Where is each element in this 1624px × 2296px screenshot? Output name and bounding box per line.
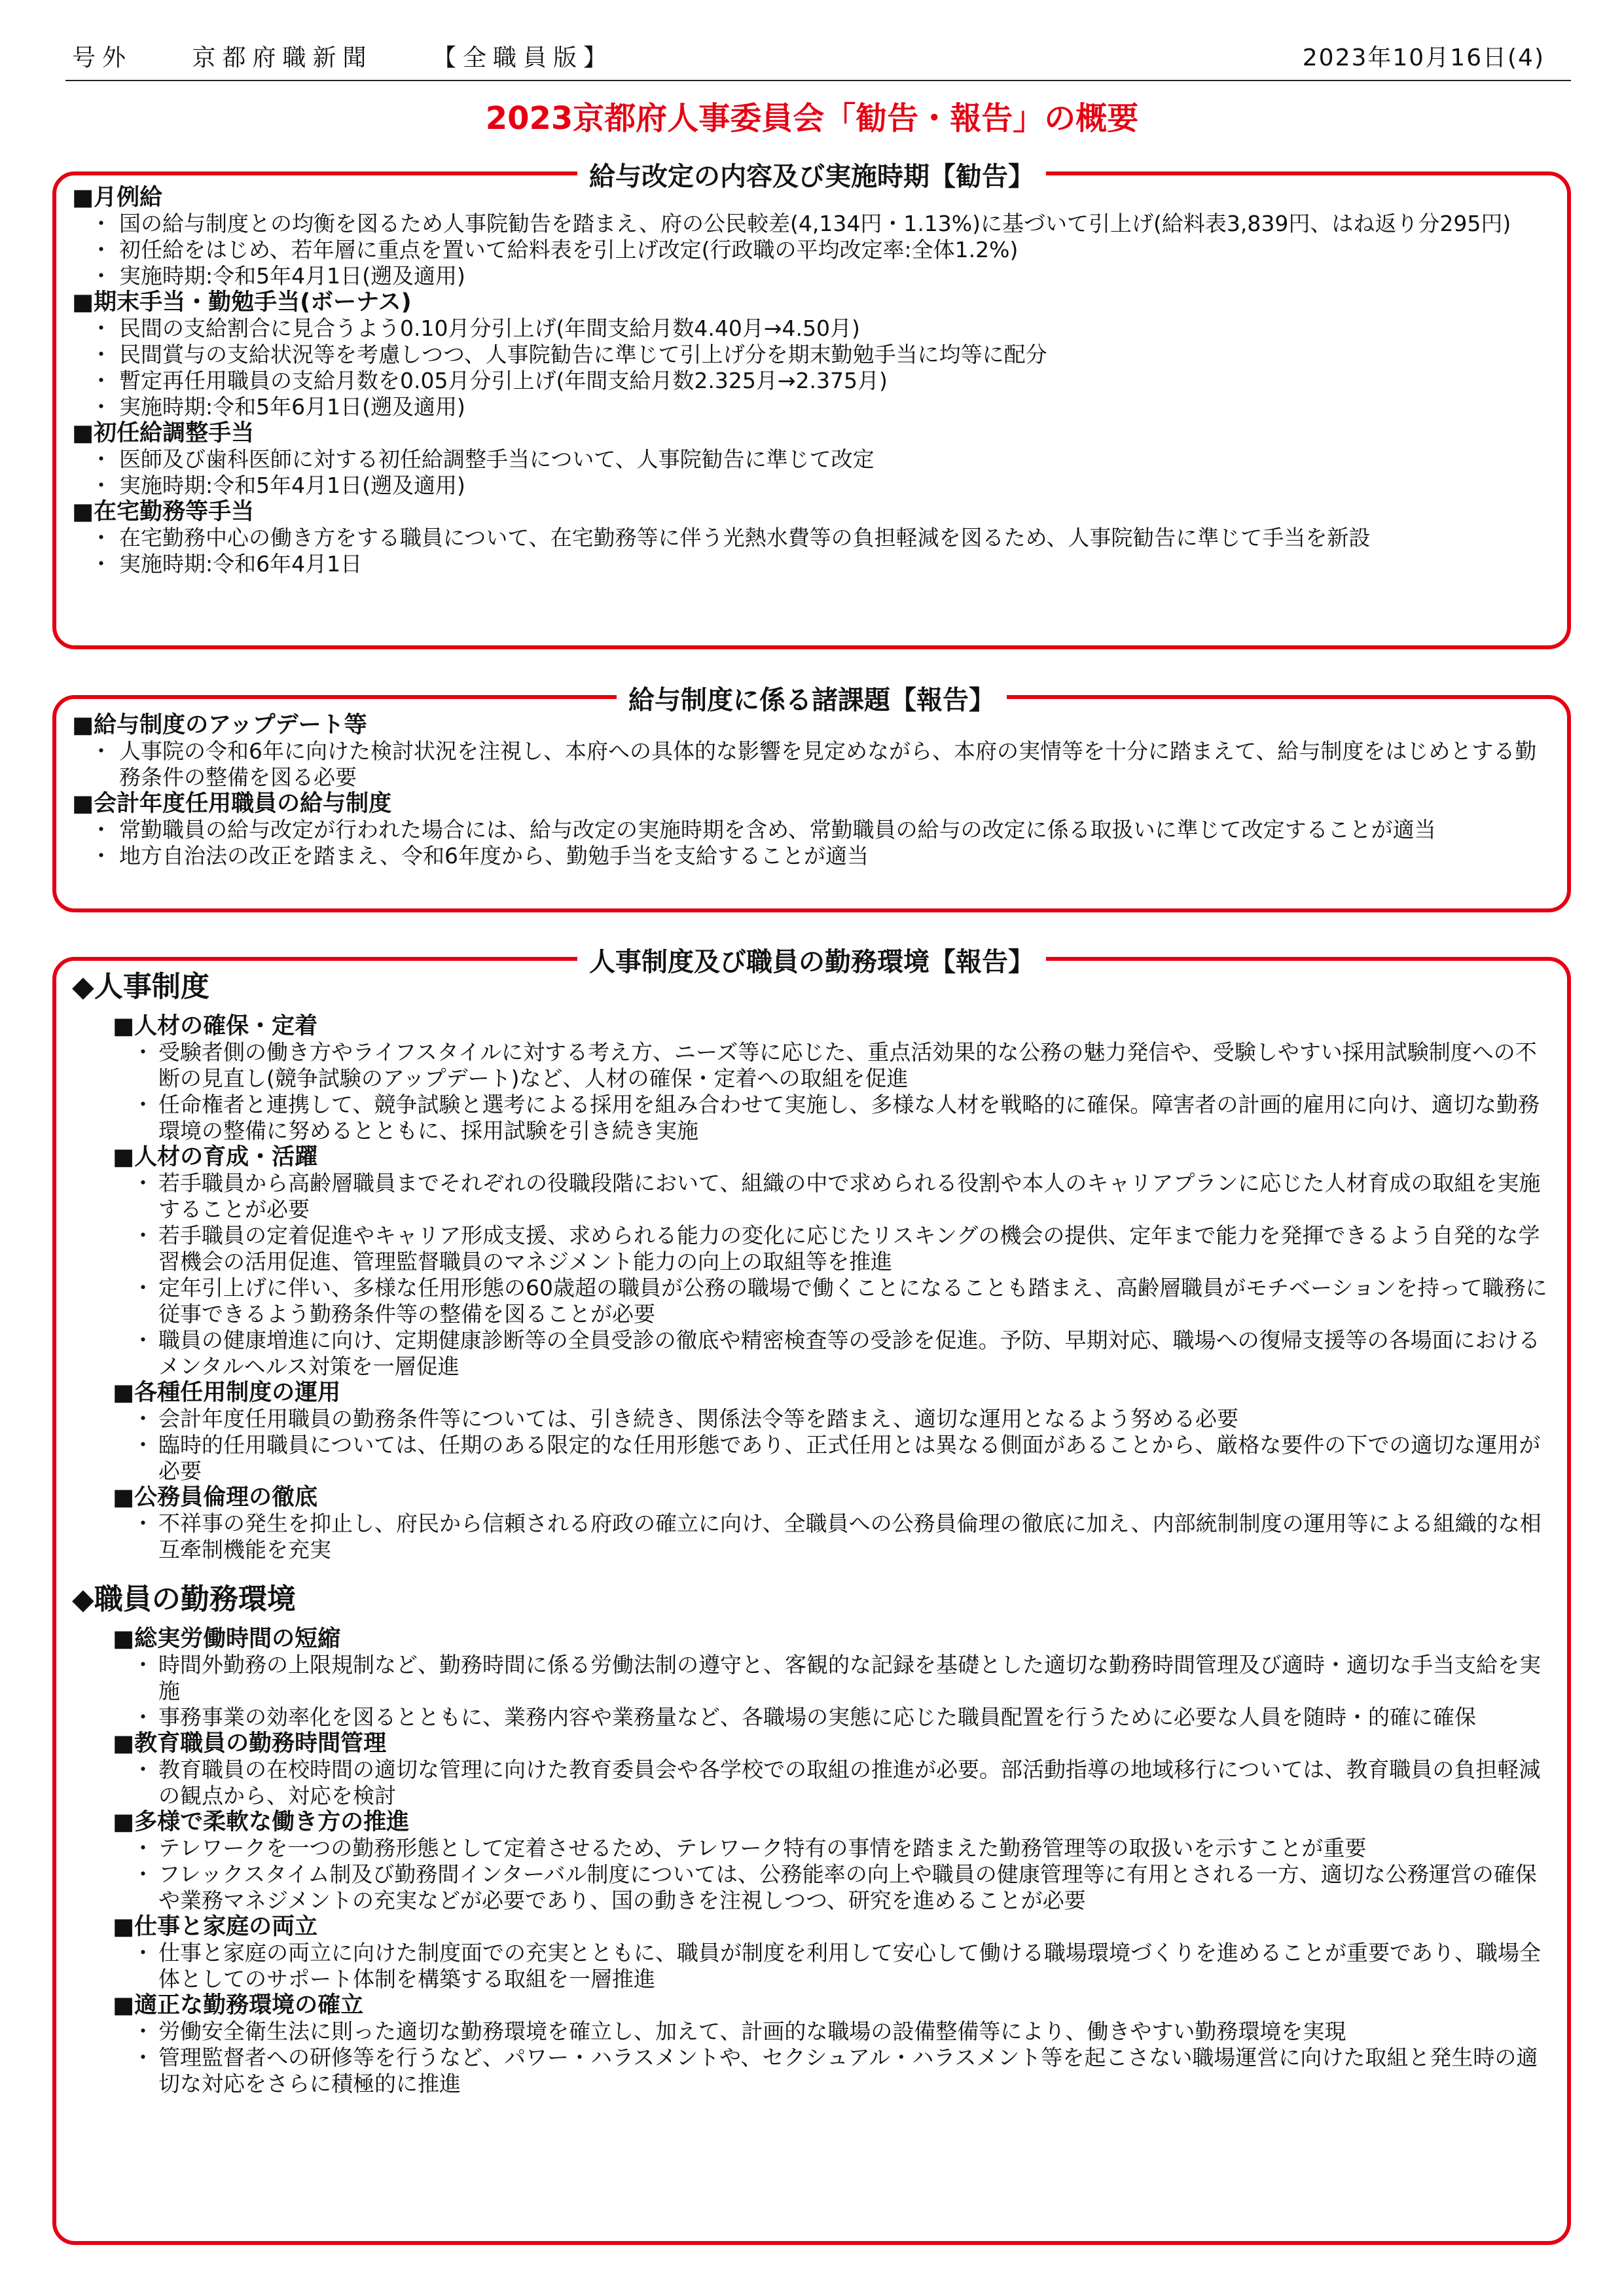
list-item: ・ 臨時的任用職員については、任期のある限定的な任用形態であり、正式任用とは異なる側面があることから、厳格な要件の下での適切な運用が必要 (113, 1432, 1547, 1484)
section-heading: ■仕事と家庭の両立 (113, 1914, 318, 1940)
list-item: ・ 管理監督者への研修等を行うなど、パワー・ハラスメントや、セクシュアル・ハラスメント等を起こさない職場運営に向けた取組と発生時の適切な対応をさらに積極的に推進 (113, 2045, 1547, 2097)
group-heading: ◆職員の勤務環境 (72, 1583, 296, 1616)
list-item: ・ 労働安全衛生法に則った適切な勤務環境を確立し、加えて、計画的な職場の設備整備等により、働きやすい勤務環境を実現 (113, 2018, 1547, 2045)
issue-date: 2023年10月16日(4) (1302, 45, 1545, 71)
list-item: ・ 民間賞与の支給状況等を考慮しつつ、人事院勧告に準じて引上げ分を期末勤勉手当に均等に配分 (72, 342, 1547, 368)
list-item: ・ 医師及び歯科医師に対する初任給調整手当について、人事院勧告に準じて改定 (72, 446, 1547, 473)
list-item: ・ 実施時期:令和6年4月1日 (72, 551, 1547, 577)
section-heading: ■給与制度のアップデート等 (72, 712, 367, 738)
box-title: 給与制度に係る諸課題【報告】 (617, 679, 1007, 717)
section-heading: ■初任給調整手当 (72, 420, 255, 446)
list-item: ・ 不祥事の発生を抑止し、府民から信頼される府政の確立に向け、全職員への公務員倫理の徹底に加え、内部統制制度の運用等による組織的な相互牽制機能を充実 (113, 1511, 1547, 1563)
section-heading: ■月例給 (72, 185, 163, 211)
list-item: ・ テレワークを一つの勤務形態として定着させるため、テレワーク特有の事情を踏まえた勤務管理等の取扱いを示すことが重要 (113, 1835, 1547, 1861)
list-item: ・ 時間外勤務の上限規制など、勤務時間に係る労働法制の遵守と、客観的な記録を基礎とした適切な勤務時間管理及び適時・適切な手当支給を実施 (113, 1652, 1547, 1704)
list-item: ・ 国の給与制度との均衡を図るため人事院勧告を踏まえ、府の公民較差(4,134円・1.13%)に基づいて引上げ(給料表3,839円、はね返り分295円) (72, 211, 1547, 237)
list-item: ・ 定年引上げに伴い、多様な任用形態の60歳超の職員が公務の職場で働くことになることも踏まえ、高齢層職員がモチベーションを持って職務に従事できるよう勤務条件等の整備を図ることが必要 (113, 1275, 1547, 1327)
header-left (72, 39, 659, 73)
list-item: ・ フレックスタイム制及び勤務間インターバル制度については、公務能率の向上や職員の健康管理等に有用とされる一方、適切な公務運営の確保や業務マネジメントの充実などが必要であり、国の動きを注視しつつ、研究を進めることが必要 (113, 1861, 1547, 1914)
list-item: ・ 初任給をはじめ、若年層に重点を置いて給料表を引上げ改定(行政職の平均改定率:全体1.2%) (72, 237, 1547, 263)
box-content (72, 185, 1547, 577)
list-item: ・ 任命権者と連携して、競争試験と選考による採用を組み合わせて実施し、多様な人材を戦略的に確保。障害者の計画的雇用に向け、適切な勤務環境の整備に努めるとともに、採用試験を引き続き実施 (113, 1092, 1547, 1144)
list-item: ・ 若手職員の定着促進やキャリア形成支援、求められる能力の変化に応じたリスキングの機会の提供、定年まで能力を発揮できるよう自発的な学習機会の活用促進、管理監督職員のマネジメント能力の向上の取組等を推進 (113, 1223, 1547, 1275)
list-item: ・ 実施時期:令和5年4月1日(遡及適用) (72, 473, 1547, 499)
list-item: ・ 若手職員から高齢層職員までそれぞれの役職段階において、組織の中で求められる役割や本人のキャリアプランに応じた人材育成の取組を実施することが必要 (113, 1170, 1547, 1223)
salary-issues-box (52, 685, 1571, 912)
section-heading: ■期末手当・勤勉手当(ボーナス) (72, 289, 412, 315)
list-item: ・ 人事院の令和6年に向けた検討状況を注視し、本府への具体的な影響を見定めながら、本府の実情等を十分に踏まえて、給与制度をはじめとする勤務条件の整備を図る必要 (72, 738, 1547, 791)
newspaper-header (65, 34, 1545, 73)
section-heading: ■各種任用制度の運用 (113, 1380, 341, 1406)
list-item: ・ 実施時期:令和5年4月1日(遡及適用) (72, 263, 1547, 289)
paper-name: 京都府職新聞 (192, 45, 373, 71)
section-heading: ■在宅勤務等手当 (72, 499, 255, 525)
section-heading: ■公務員倫理の徹底 (113, 1484, 318, 1511)
section-heading: ■適正な勤務環境の確立 (113, 1992, 364, 2018)
list-item: ・ 常勤職員の給与改定が行われた場合には、給与改定の実施時期を含め、常勤職員の給与の改定に係る取扱いに準じて改定することが適当 (72, 817, 1547, 843)
list-item: ・ 民間の支給割合に見合うよう0.10月分引上げ(年間支給月数4.40月→4.50月) (72, 315, 1547, 342)
section-heading: ■総実労働時間の短縮 (113, 1626, 341, 1652)
list-item: ・ 職員の健康増進に向け、定期健康診断等の全員受診の徹底や精密検査等の受診を促進。予防、早期対応、職場への復帰支援等の各場面におけるメンタルヘルス対策を一層促進 (113, 1327, 1547, 1380)
list-item: ・ 受験者側の働き方やライフスタイルに対する考え方、ニーズ等に応じた、重点活効果的な公務の魅力発信や、受験しやすい採用試験制度への不断の見直し(競争試験のアップデート)など、人材の確保・定着への取組を促進 (113, 1039, 1547, 1092)
list-item: ・ 事務事業の効率化を図るとともに、業務内容や業務量など、各職場の実態に応じた職員配置を行うために必要な人員を随時・的確に確保 (113, 1704, 1547, 1731)
section-heading: ■人材の育成・活躍 (113, 1144, 318, 1170)
box-title: 給与改定の内容及び実施時期【勧告】 (577, 156, 1046, 193)
box-content (72, 969, 1547, 2097)
box-title: 人事制度及び職員の勤務環境【報告】 (577, 941, 1046, 978)
group-body (72, 1013, 1547, 1563)
box-content (72, 712, 1547, 869)
list-item: ・ 会計年度任用職員の勤務条件等については、引き続き、関係法令等を踏まえ、適切な運用となるよう努める必要 (113, 1406, 1547, 1432)
issue-label: 号外 (72, 45, 133, 71)
hr-environment-box (52, 947, 1571, 2245)
group-body (72, 1626, 1547, 2097)
list-item: ・ 教育職員の在校時間の適切な管理に向けた教育委員会や各学校での取組の推進が必要。部活動指導の地域移行については、教育職員の負担軽減の観点から、対応を検討 (113, 1757, 1547, 1809)
group-heading: ◆人事制度 (72, 970, 209, 1003)
list-item: ・ 地方自治法の改正を踏まえ、令和6年度から、勤勉手当を支給することが適当 (72, 843, 1547, 869)
list-item: ・ 実施時期:令和5年6月1日(遡及適用) (72, 394, 1547, 420)
recommendation-box (52, 162, 1571, 649)
section-heading: ■教育職員の勤務時間管理 (113, 1731, 387, 1757)
list-item: ・ 仕事と家庭の両立に向けた制度面での充実とともに、職員が制度を利用して安心して働ける職場環境づくりを進めることが重要であり、職場全体としてのサポート体制を構築する取組を一層推進 (113, 1940, 1547, 1992)
edition-label: 【全職員版】 (432, 45, 613, 71)
page-title: 2023京都府人事委員会「勧告・報告」の概要 (485, 100, 1139, 137)
section-heading: ■人材の確保・定着 (113, 1013, 318, 1039)
section-heading: ■多様で柔軟な働き方の推進 (113, 1809, 410, 1835)
section-heading: ■会計年度任用職員の給与制度 (72, 791, 392, 817)
group-spacer (72, 1563, 1547, 1581)
header-rule (65, 80, 1571, 81)
list-item: ・ 暫定再任用職員の支給月数を0.05月分引上げ(年間支給月数2.325月→2.375月) (72, 368, 1547, 394)
list-item: ・ 在宅勤務中心の働き方をする職員について、在宅勤務等に伴う光熱水費等の負担軽減を図るため、人事院勧告に準じて手当を新設 (72, 525, 1547, 551)
